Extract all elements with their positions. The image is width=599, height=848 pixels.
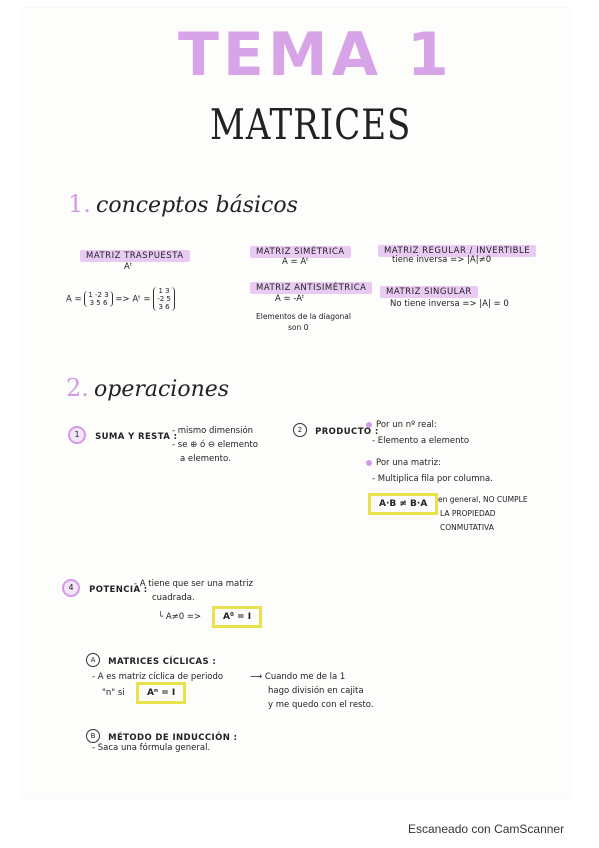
induccion-label: MÉTODO DE INDUCCIÓN :	[108, 733, 238, 743]
scanner-watermark: Escaneado con CamScanner	[408, 822, 565, 836]
ciclicas-label: MATRICES CÍCLICAS :	[108, 657, 217, 667]
antisimetrica-note: A = -Aᵗ	[275, 294, 305, 304]
section-2-heading	[66, 374, 229, 402]
induccion-heading	[86, 725, 237, 744]
suma-line-3: a elemento.	[180, 454, 231, 464]
matrix-at: 1 3 -2 5 3 6	[153, 287, 175, 311]
ciclicas-line-1: - A es matriz cíclica de periodo	[92, 672, 224, 682]
antisimetrica-label: MATRIZ ANTISIMÉTRICA	[250, 275, 372, 294]
singular-label: MATRIZ SINGULAR	[380, 279, 478, 298]
potencia-number-circle: 4	[62, 579, 80, 597]
producto-bullet-1: Por un nº real:	[366, 420, 437, 430]
simetrica-label: MATRIZ SIMÉTRICA	[250, 239, 351, 258]
producto-bullet-2-line: - Multiplica fila por columna.	[372, 474, 493, 484]
regular-note: tiene inversa => |A|≠0	[392, 255, 492, 265]
producto-label: PRODUCTO :	[315, 427, 379, 437]
potencia-label: POTENCIA :	[89, 585, 148, 595]
induccion-line-1: - Saca una fórmula general.	[92, 743, 211, 753]
page-subtitle: MATRICES	[210, 100, 412, 150]
section-2-number: 2.	[66, 374, 89, 402]
traspuesta-note: Aᵗ	[124, 262, 133, 272]
matrix-a: 1 -2 3 3 5 6	[84, 291, 112, 307]
ciclicas-heading	[86, 649, 216, 668]
ciclicas-arrow-note-1: ⟶ Cuando me de la 1	[250, 672, 346, 682]
ciclicas-letter-circle: A	[86, 653, 100, 667]
section-1-title: conceptos básicos	[96, 193, 298, 218]
suma-label: SUMA Y RESTA :	[95, 432, 178, 442]
singular-note: No tiene inversa => |A| = 0	[390, 299, 509, 309]
producto-bullet-1-line: - Elemento a elemento	[372, 436, 470, 446]
page-title: TEMA 1	[178, 20, 453, 90]
ciclicas-line-2: "n" si	[102, 688, 125, 698]
traspuesta-example: A = 1 -2 3 3 5 6 => Aᵗ = 1 3 -2 5 3 6	[66, 287, 175, 311]
potencia-line-2: cuadrada.	[152, 593, 195, 603]
bullet-icon	[366, 422, 372, 428]
producto-box-note-1: en general, NO CUMPLE	[438, 495, 528, 504]
ciclicas-arrow-note-3: y me quedo con el resto.	[268, 700, 374, 710]
producto-bullet-2: Por una matriz:	[366, 458, 441, 468]
potencia-line-3: └ A≠0 =>	[158, 612, 202, 622]
ciclicas-arrow-note-2: hago división en cajita	[268, 686, 364, 696]
potencia-line-1: - A tiene que ser una matriz	[134, 579, 253, 589]
producto-box-note-2: LA PROPIEDAD	[440, 509, 496, 518]
bullet-icon	[366, 460, 372, 466]
section-1-number: 1.	[68, 190, 91, 218]
producto-box-note-3: CONMUTATIVA	[440, 523, 494, 532]
section-1-heading	[68, 190, 298, 218]
antisimetrica-extra-2: son 0	[288, 323, 309, 332]
regular-label: MATRIZ REGULAR / INVERTIBLE	[378, 238, 536, 257]
section-2-title: operaciones	[94, 377, 230, 402]
suma-line-2: - se ⊕ ó ⊖ elemento	[172, 440, 258, 450]
simetrica-note: A = Aᵗ	[282, 257, 309, 267]
antisimetrica-extra-1: Elementos de la diagonal	[256, 312, 351, 321]
suma-line-1: - mismo dimensión	[172, 426, 254, 436]
induccion-letter-circle: B	[86, 729, 100, 743]
traspuesta-label: MATRIZ TRASPUESTA	[80, 243, 190, 262]
ciclicas-box: Aⁿ = I	[136, 682, 186, 704]
suma-heading	[68, 424, 177, 444]
suma-number-circle: 1	[68, 426, 86, 444]
potencia-box: A⁰ = I	[212, 606, 262, 628]
producto-number-circle: 2	[293, 423, 307, 437]
producto-box: A·B ≠ B·A	[368, 493, 438, 515]
